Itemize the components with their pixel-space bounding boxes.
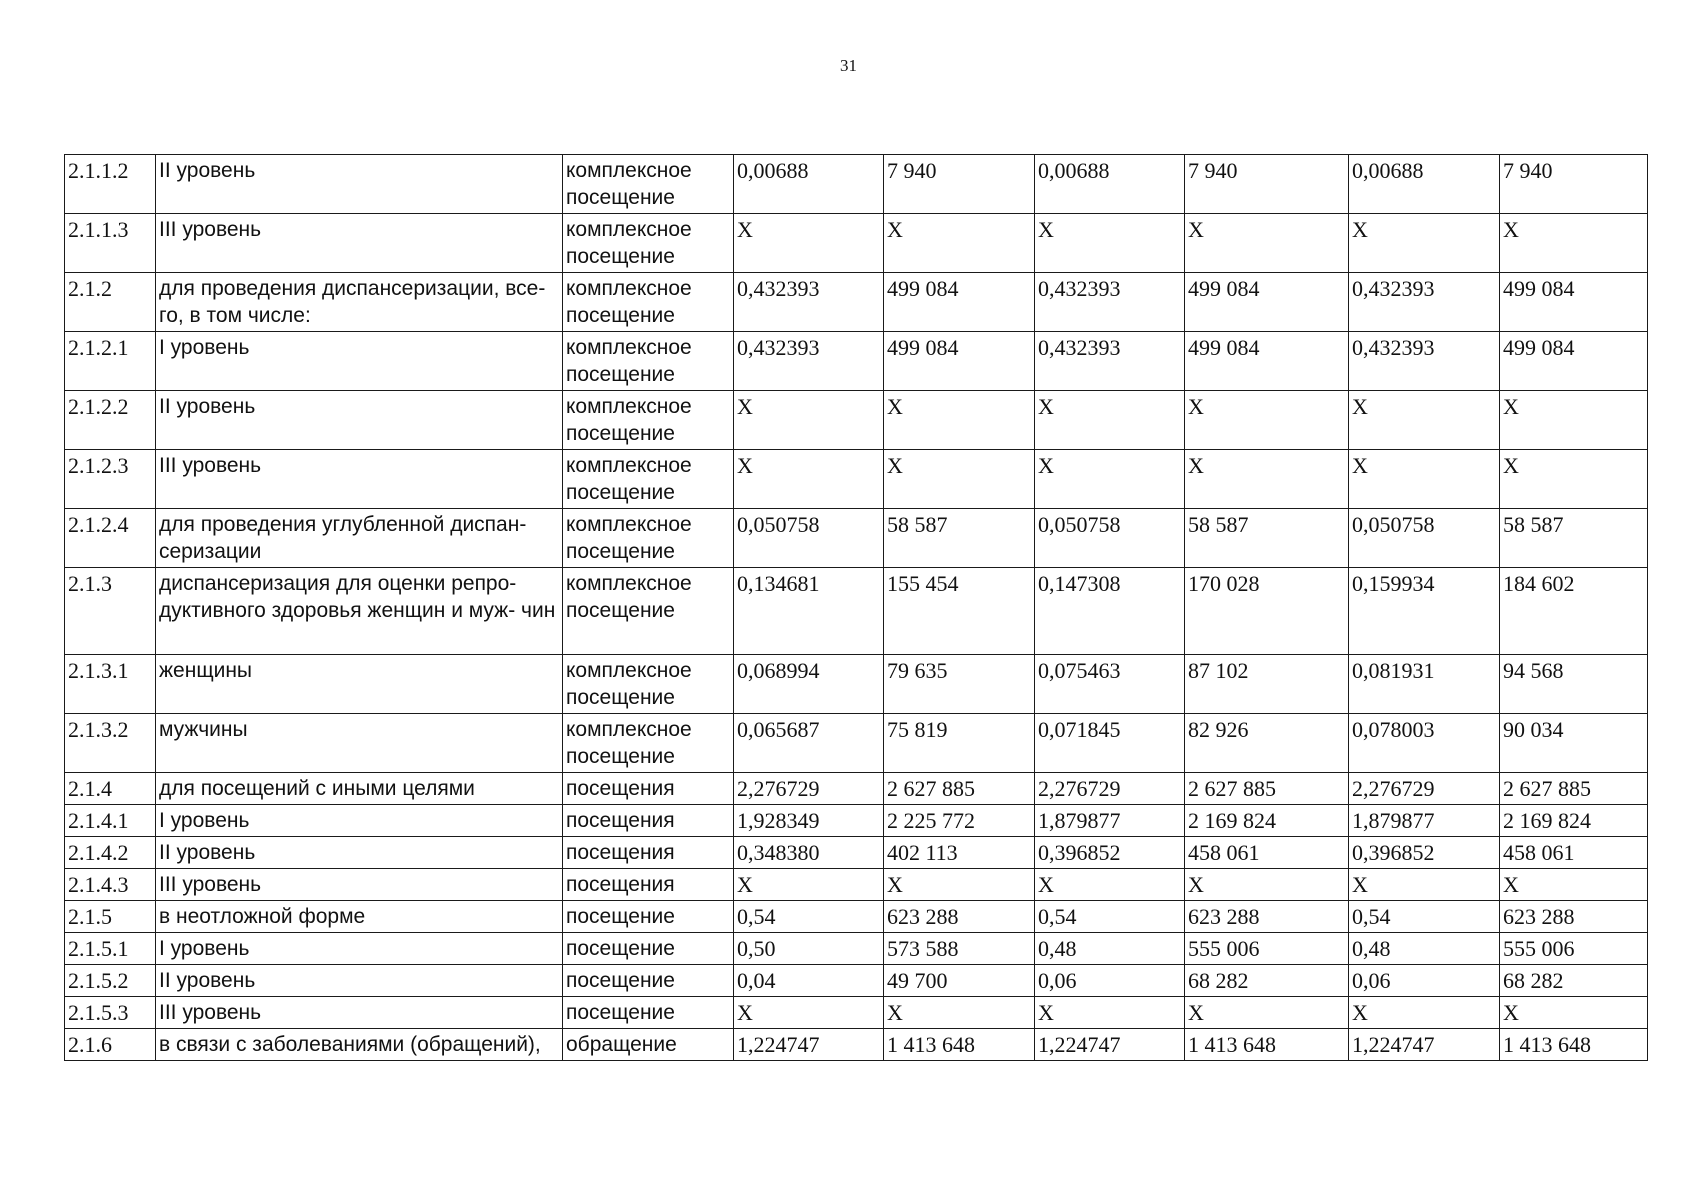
- row-value-4: X: [1185, 450, 1349, 509]
- table-row: [65, 901, 1648, 933]
- row-value-3: 0,071845: [1035, 714, 1185, 773]
- row-value-6: X: [1500, 997, 1648, 1029]
- row-value-6: 623 288: [1500, 901, 1648, 933]
- row-value-2: 499 084: [884, 332, 1035, 391]
- row-value-3: X: [1035, 997, 1185, 1029]
- row-value-5: 0,050758: [1349, 509, 1500, 568]
- row-value-1: 1,224747: [734, 1029, 884, 1061]
- row-value-2: 2 627 885: [884, 773, 1035, 805]
- row-value-5: 0,48: [1349, 933, 1500, 965]
- row-value-3: 0,06: [1035, 965, 1185, 997]
- table-row: [65, 155, 1648, 214]
- row-value-5: X: [1349, 214, 1500, 273]
- row-value-2: 75 819: [884, 714, 1035, 773]
- row-value-3: 0,147308: [1035, 568, 1185, 655]
- row-value-4: 82 926: [1185, 714, 1349, 773]
- row-code: 2.1.4.1: [65, 805, 156, 837]
- row-value-3: 0,432393: [1035, 273, 1185, 332]
- row-value-5: 0,54: [1349, 901, 1500, 933]
- row-value-5: 0,432393: [1349, 332, 1500, 391]
- row-unit: посещение: [563, 997, 734, 1029]
- table-row: [65, 805, 1648, 837]
- row-unit: посещения: [563, 805, 734, 837]
- row-value-2: 49 700: [884, 965, 1035, 997]
- row-name: II уровень: [156, 965, 563, 997]
- table-row: [65, 655, 1648, 714]
- row-unit: комплексное посещение: [563, 155, 734, 214]
- page-number: 31: [840, 56, 857, 75]
- row-code: 2.1.4.2: [65, 837, 156, 869]
- row-value-1: 1,928349: [734, 805, 884, 837]
- table-row: [65, 773, 1648, 805]
- row-code: 2.1.6: [65, 1029, 156, 1061]
- row-name: в связи с заболеваниями (обращений),: [156, 1029, 563, 1061]
- row-value-4: 2 627 885: [1185, 773, 1349, 805]
- row-value-2: 402 113: [884, 837, 1035, 869]
- row-value-2: X: [884, 869, 1035, 901]
- row-unit: комплексное посещение: [563, 450, 734, 509]
- row-unit: посещения: [563, 773, 734, 805]
- row-value-6: 2 627 885: [1500, 773, 1648, 805]
- row-name: II уровень: [156, 837, 563, 869]
- row-value-6: X: [1500, 391, 1648, 450]
- row-code: 2.1.2.4: [65, 509, 156, 568]
- row-value-6: X: [1500, 214, 1648, 273]
- row-name: II уровень: [156, 155, 563, 214]
- table-row: [65, 332, 1648, 391]
- row-unit: посещение: [563, 933, 734, 965]
- row-value-3: 0,54: [1035, 901, 1185, 933]
- row-name: III уровень: [156, 450, 563, 509]
- row-value-6: 499 084: [1500, 332, 1648, 391]
- row-code: 2.1.3.1: [65, 655, 156, 714]
- row-code: 2.1.2.2: [65, 391, 156, 450]
- row-value-2: 79 635: [884, 655, 1035, 714]
- row-value-4: 68 282: [1185, 965, 1349, 997]
- row-value-6: X: [1500, 869, 1648, 901]
- row-value-3: X: [1035, 391, 1185, 450]
- row-value-6: 90 034: [1500, 714, 1648, 773]
- data-table: [64, 154, 1648, 1061]
- row-value-1: 0,134681: [734, 568, 884, 655]
- row-name: III уровень: [156, 869, 563, 901]
- row-value-6: 58 587: [1500, 509, 1648, 568]
- row-name: диспансеризация для оценки репро- дуктивного здоровья женщин и муж- чин: [156, 568, 563, 655]
- row-value-5: X: [1349, 391, 1500, 450]
- row-name: III уровень: [156, 214, 563, 273]
- row-value-2: X: [884, 214, 1035, 273]
- row-value-5: 0,00688: [1349, 155, 1500, 214]
- row-value-2: 1 413 648: [884, 1029, 1035, 1061]
- table-row: [65, 997, 1648, 1029]
- row-value-4: 1 413 648: [1185, 1029, 1349, 1061]
- row-name: для проведения диспансеризации, все- го, в том числе:: [156, 273, 563, 332]
- row-name: I уровень: [156, 332, 563, 391]
- row-value-2: 155 454: [884, 568, 1035, 655]
- row-value-6: 7 940: [1500, 155, 1648, 214]
- row-value-6: 458 061: [1500, 837, 1648, 869]
- row-value-4: 7 940: [1185, 155, 1349, 214]
- row-value-3: X: [1035, 214, 1185, 273]
- row-unit: комплексное посещение: [563, 655, 734, 714]
- row-name: I уровень: [156, 933, 563, 965]
- row-value-4: 2 169 824: [1185, 805, 1349, 837]
- table-row: [65, 509, 1648, 568]
- row-unit: комплексное посещение: [563, 568, 734, 655]
- row-value-1: X: [734, 997, 884, 1029]
- row-value-4: X: [1185, 997, 1349, 1029]
- table-row: [65, 869, 1648, 901]
- row-value-3: 2,276729: [1035, 773, 1185, 805]
- row-unit: обращение: [563, 1029, 734, 1061]
- row-value-6: 94 568: [1500, 655, 1648, 714]
- row-value-5: X: [1349, 997, 1500, 1029]
- row-value-1: X: [734, 391, 884, 450]
- table-row: [65, 391, 1648, 450]
- row-name: для посещений с иными целями: [156, 773, 563, 805]
- table-row: [65, 450, 1648, 509]
- table-row: [65, 273, 1648, 332]
- row-value-1: 0,050758: [734, 509, 884, 568]
- row-code: 2.1.3.2: [65, 714, 156, 773]
- row-value-3: X: [1035, 450, 1185, 509]
- table-row: [65, 714, 1648, 773]
- row-value-3: 1,879877: [1035, 805, 1185, 837]
- row-code: 2.1.2: [65, 273, 156, 332]
- row-code: 2.1.2.1: [65, 332, 156, 391]
- row-value-5: 2,276729: [1349, 773, 1500, 805]
- row-value-6: 184 602: [1500, 568, 1648, 655]
- row-value-2: 623 288: [884, 901, 1035, 933]
- row-code: 2.1.5.3: [65, 997, 156, 1029]
- row-unit: посещения: [563, 869, 734, 901]
- row-value-4: 58 587: [1185, 509, 1349, 568]
- row-unit: посещение: [563, 901, 734, 933]
- row-value-5: 0,081931: [1349, 655, 1500, 714]
- row-name: III уровень: [156, 997, 563, 1029]
- row-value-2: X: [884, 450, 1035, 509]
- row-value-4: 458 061: [1185, 837, 1349, 869]
- table-row: [65, 1029, 1648, 1061]
- row-value-2: 573 588: [884, 933, 1035, 965]
- row-value-3: 0,48: [1035, 933, 1185, 965]
- row-value-6: 1 413 648: [1500, 1029, 1648, 1061]
- row-code: 2.1.4: [65, 773, 156, 805]
- row-value-5: 0,432393: [1349, 273, 1500, 332]
- row-value-2: 7 940: [884, 155, 1035, 214]
- table-row: [65, 214, 1648, 273]
- row-value-1: 2,276729: [734, 773, 884, 805]
- row-value-4: X: [1185, 214, 1349, 273]
- row-unit: комплексное посещение: [563, 273, 734, 332]
- row-code: 2.1.1.3: [65, 214, 156, 273]
- row-value-6: X: [1500, 450, 1648, 509]
- row-value-5: 0,06: [1349, 965, 1500, 997]
- row-value-3: 0,050758: [1035, 509, 1185, 568]
- row-value-4: 170 028: [1185, 568, 1349, 655]
- row-value-3: 0,00688: [1035, 155, 1185, 214]
- row-value-1: 0,068994: [734, 655, 884, 714]
- row-value-2: X: [884, 391, 1035, 450]
- row-value-5: 0,078003: [1349, 714, 1500, 773]
- row-unit: комплексное посещение: [563, 714, 734, 773]
- row-value-6: 499 084: [1500, 273, 1648, 332]
- row-value-4: 623 288: [1185, 901, 1349, 933]
- row-value-2: X: [884, 997, 1035, 1029]
- row-value-3: X: [1035, 869, 1185, 901]
- row-name: женщины: [156, 655, 563, 714]
- row-value-5: 1,224747: [1349, 1029, 1500, 1061]
- row-value-2: 58 587: [884, 509, 1035, 568]
- row-value-4: 499 084: [1185, 273, 1349, 332]
- row-name: в неотложной форме: [156, 901, 563, 933]
- row-name: для проведения углубленной диспан- серизации: [156, 509, 563, 568]
- row-value-6: 2 169 824: [1500, 805, 1648, 837]
- row-value-5: 0,396852: [1349, 837, 1500, 869]
- row-unit: посещение: [563, 965, 734, 997]
- row-value-1: 0,348380: [734, 837, 884, 869]
- row-code: 2.1.5.2: [65, 965, 156, 997]
- row-value-5: 1,879877: [1349, 805, 1500, 837]
- row-value-1: 0,04: [734, 965, 884, 997]
- row-code: 2.1.4.3: [65, 869, 156, 901]
- row-value-2: 2 225 772: [884, 805, 1035, 837]
- row-unit: комплексное посещение: [563, 332, 734, 391]
- row-code: 2.1.3: [65, 568, 156, 655]
- row-code: 2.1.5.1: [65, 933, 156, 965]
- row-value-1: 0,432393: [734, 273, 884, 332]
- row-value-1: 0,00688: [734, 155, 884, 214]
- row-value-4: 499 084: [1185, 332, 1349, 391]
- table-row: [65, 568, 1648, 655]
- row-value-4: X: [1185, 869, 1349, 901]
- row-value-3: 0,396852: [1035, 837, 1185, 869]
- row-value-1: X: [734, 214, 884, 273]
- row-code: 2.1.1.2: [65, 155, 156, 214]
- row-value-1: 0,54: [734, 901, 884, 933]
- row-code: 2.1.2.3: [65, 450, 156, 509]
- row-unit: посещения: [563, 837, 734, 869]
- row-value-3: 0,432393: [1035, 332, 1185, 391]
- row-value-6: 555 006: [1500, 933, 1648, 965]
- row-value-5: X: [1349, 869, 1500, 901]
- row-value-5: 0,159934: [1349, 568, 1500, 655]
- row-value-3: 1,224747: [1035, 1029, 1185, 1061]
- table-row: [65, 837, 1648, 869]
- row-value-1: 0,432393: [734, 332, 884, 391]
- row-value-2: 499 084: [884, 273, 1035, 332]
- row-unit: комплексное посещение: [563, 214, 734, 273]
- row-code: 2.1.5: [65, 901, 156, 933]
- row-value-3: 0,075463: [1035, 655, 1185, 714]
- row-name: II уровень: [156, 391, 563, 450]
- row-value-5: X: [1349, 450, 1500, 509]
- table-row: [65, 965, 1648, 997]
- row-unit: комплексное посещение: [563, 509, 734, 568]
- row-value-1: 0,065687: [734, 714, 884, 773]
- row-name: I уровень: [156, 805, 563, 837]
- row-value-4: 87 102: [1185, 655, 1349, 714]
- row-value-1: X: [734, 450, 884, 509]
- row-value-1: 0,50: [734, 933, 884, 965]
- row-unit: комплексное посещение: [563, 391, 734, 450]
- row-value-4: X: [1185, 391, 1349, 450]
- row-value-6: 68 282: [1500, 965, 1648, 997]
- table-row: [65, 933, 1648, 965]
- row-value-4: 555 006: [1185, 933, 1349, 965]
- row-value-1: X: [734, 869, 884, 901]
- row-name: мужчины: [156, 714, 563, 773]
